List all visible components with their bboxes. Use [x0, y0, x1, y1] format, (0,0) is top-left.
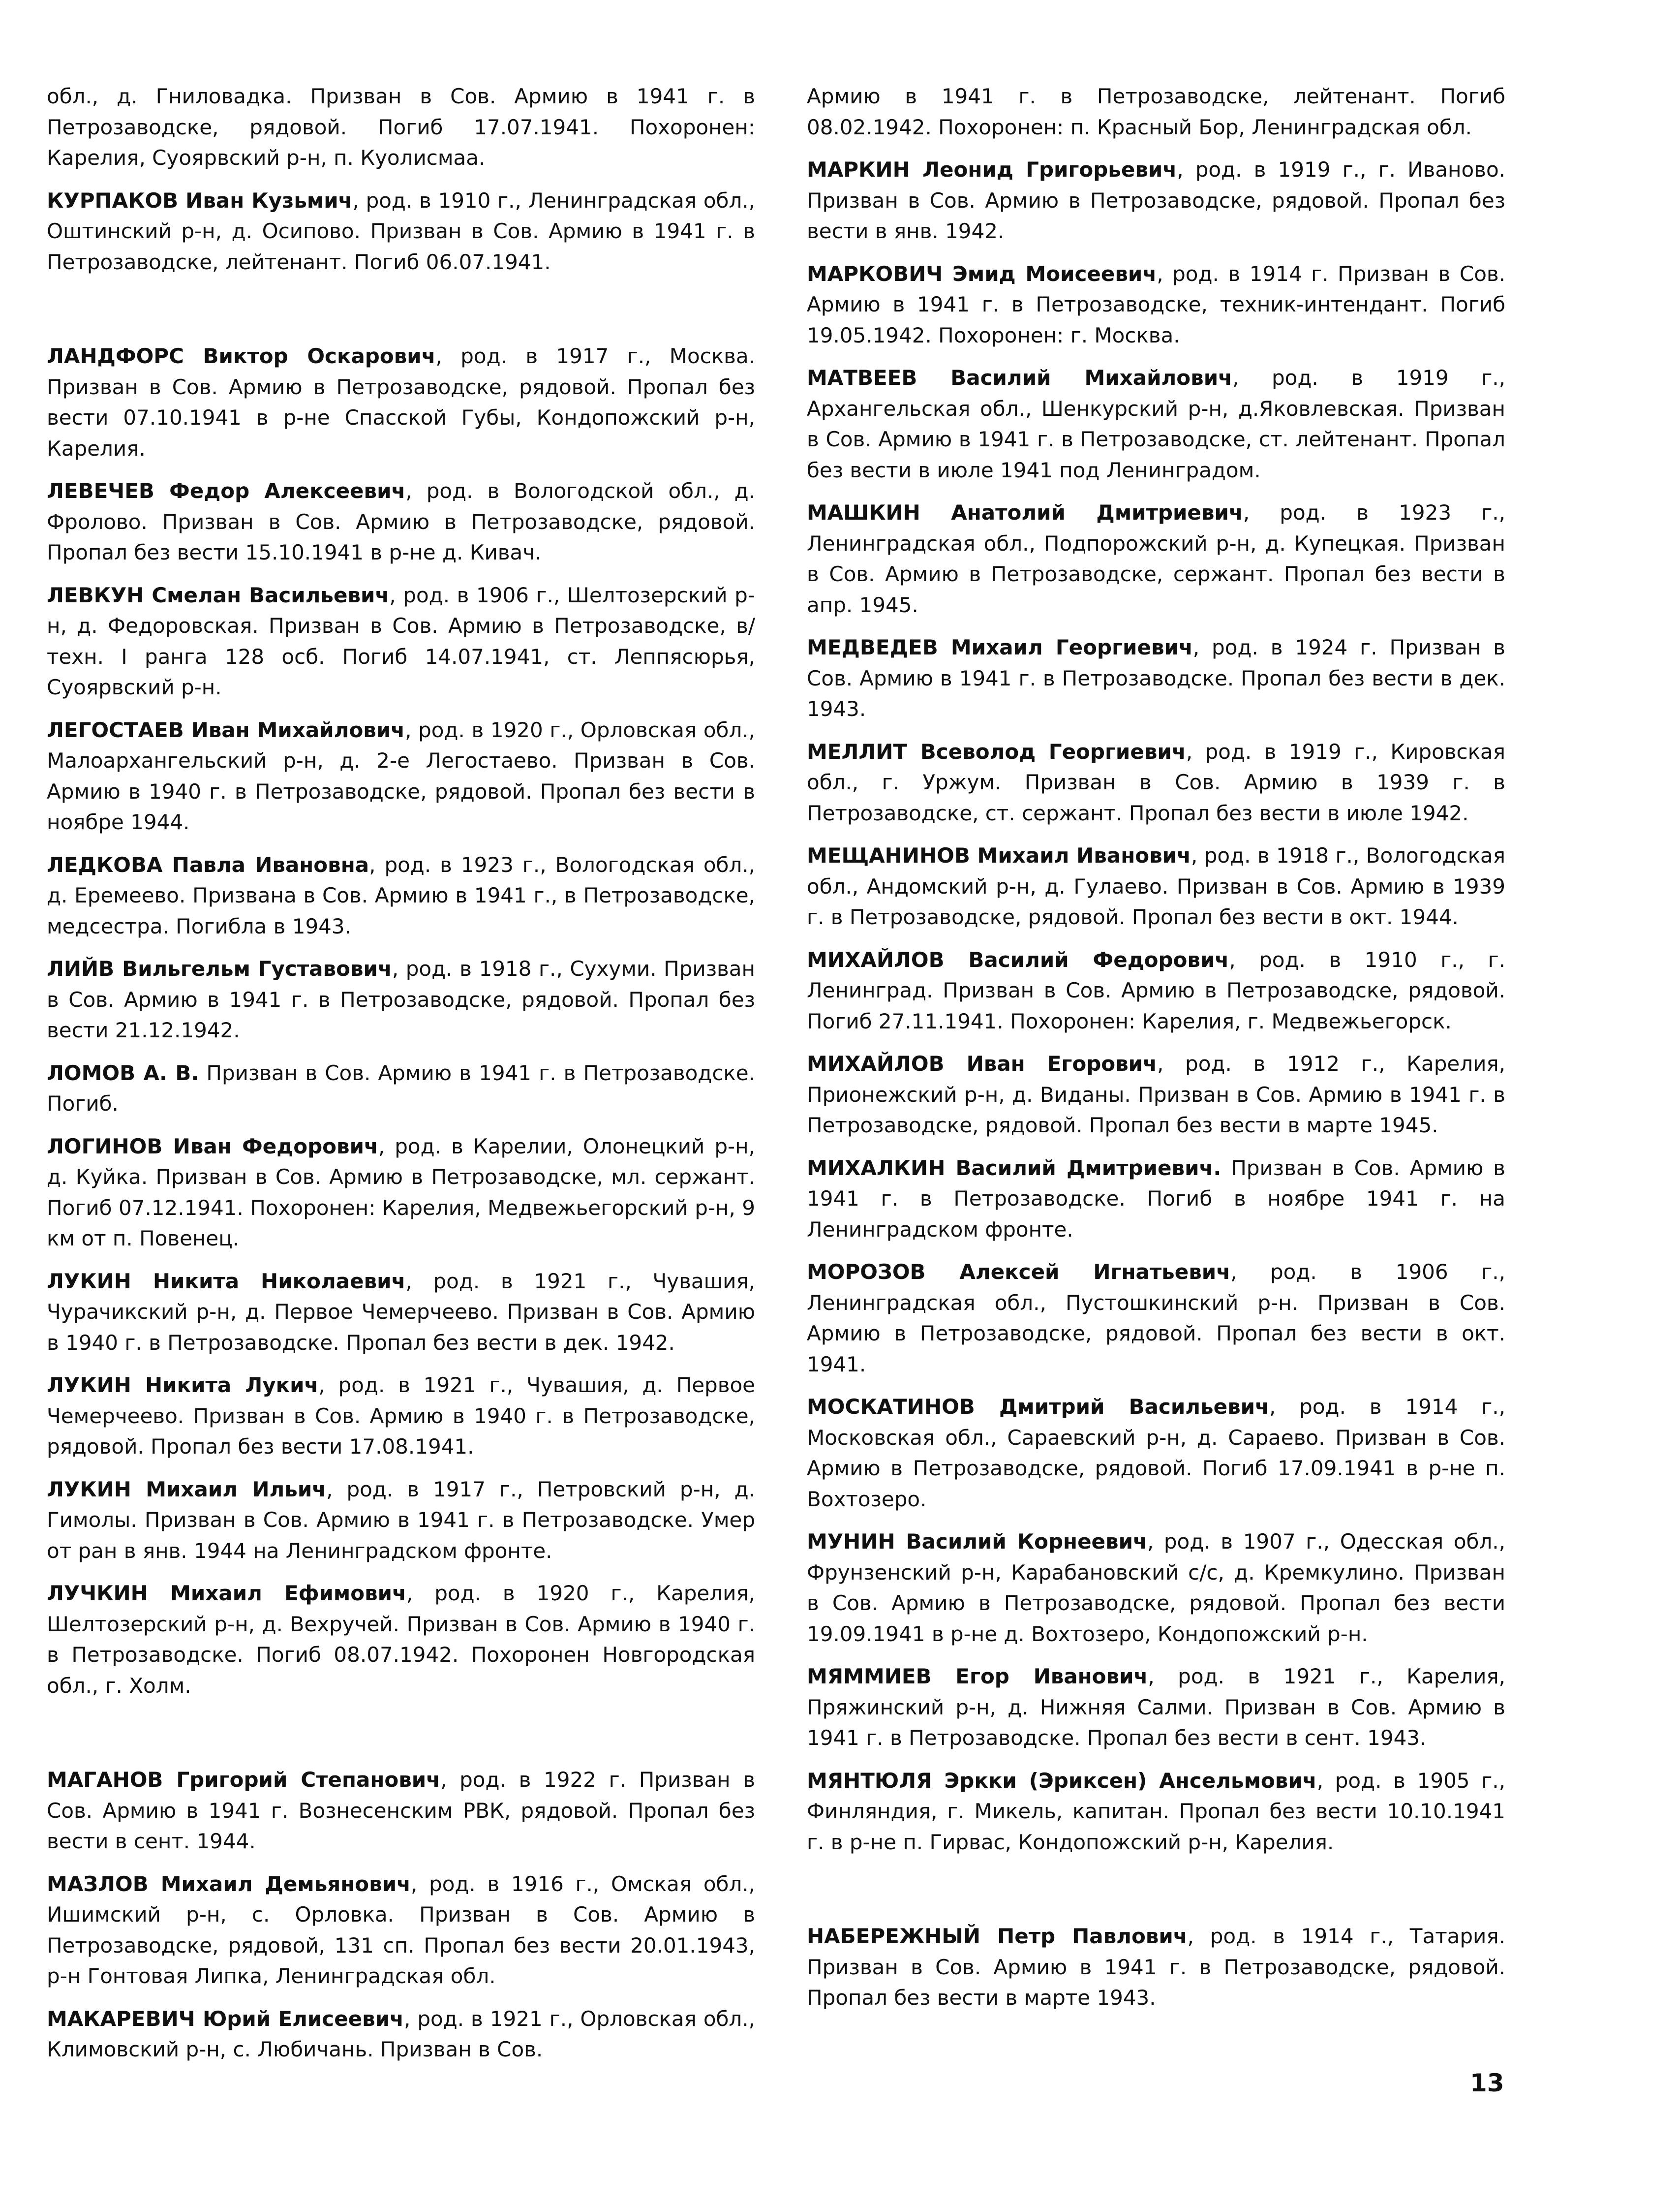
page-number: 13: [1470, 2069, 1504, 2097]
entry-text: , род. в 1921 г., Карелия, Пряжинский р-н, д. Нижняя Салми. Призван в Сов. Армию в 1941 г. в Петрозаводске. Пропал без вести в сент. 1943.: [807, 1664, 1505, 1750]
entry-name: МЯНТЮЛЯ Эркки (Эриксен) Ансельмович: [807, 1768, 1317, 1793]
entry: [47, 1765, 755, 1857]
entry-text: , род. в 1917 г., Петровский р-н, д. Гимолы. Призван в Сов. Армию в 1941 г. в Петрозаводске. Умер от ран в янв. 1944 на Ленинградском фронте.: [47, 1477, 755, 1563]
entry-text: , род. в 1921 г., Орловская обл., Климовский р-н, с. Любичань. Призван в Сов.: [47, 2006, 755, 2061]
entry-name: КУРПАКОВ Иван Кузьмич: [47, 188, 353, 213]
entry-text: , род. в 1910 г., Ленинградская обл., Оштинский р-н, д. Осипово. Призван в Сов. Армию в 1941 г. в Петрозаводске, лейтенант. Погиб 06.07.1941.: [47, 188, 756, 274]
entry-name: ЛЕГОСТАЕВ Иван Михайлович: [47, 717, 405, 742]
entry-text: , род. в 1923 г., Вологодская обл., д. Еремеево. Призвана в Сов. Армию в 1941 г., в Петрозаводске, медсестра. Погибла в 1943.: [47, 852, 755, 938]
entry-text: , род. в 1905 г., Финляндия, г. Микель, капитан. Пропал без вести 10.10.1941 г. в р-не п. Гирвас, Кондопожский р-н, Карелия.: [807, 1768, 1505, 1854]
entry: [47, 1869, 755, 1992]
entry-text: , род. в 1923 г., Ленинградская обл., Подпорожский р-н, д. Купецкая. Призван в Сов. Армию в Петрозаводске, сержант. Пропал без вести в апр. 1945.: [807, 500, 1505, 617]
entry-text: , род. в 1921 г., Чувашия, Чурачикский р-н, д. Первое Чемерчеево. Призван в Сов. Армию в 1940 г. в Петрозаводске. Пропал без вести в дек. 1942.: [47, 1269, 755, 1355]
entry-name: МЯММИЕВ Егор Иванович: [807, 1664, 1148, 1688]
entry: [47, 954, 755, 1046]
entry-text: , род. в 1914 г., Московская обл., Сараевский р-н, д. Сараево. Призван в Сов. Армию в Петрозаводске, рядовой. Погиб 17.09.1941 в р-не п. Вохтозеро.: [807, 1395, 1506, 1511]
entry-name: МОРОЗОВ Алексей Игнатьевич: [807, 1260, 1231, 1284]
entry: [807, 632, 1505, 725]
entry-name: МЕДВЕДЕВ Михаил Георгиевич: [807, 635, 1193, 659]
entry-name: ЛЕВЕЧЕВ Федор Алексеевич: [47, 479, 406, 503]
section-gap: [47, 1713, 755, 1765]
entry-text: , род. в 1924 г. Призван в Сов. Армию в 1941 г. в Петрозаводске. Пропал без вести в дек. 1943.: [807, 635, 1505, 721]
entry-text: , род. в 1920 г., Карелия, Шелтозерский р-н, д. Вехручей. Призван в Сов. Армию в 1940 г. в Петрозаводске. Погиб 08.07.1942. Похоронен Новгородская обл., г. Холм.: [47, 1581, 755, 1698]
entry: [47, 476, 755, 568]
entry-name: МИХАЙЛОВ Иван Егорович: [807, 1052, 1157, 1076]
entry-name: МАГАНОВ Григорий Степанович: [47, 1768, 441, 1792]
entry-text: , род. в 1906 г., Шелтозерский р-н, д. Федоровская. Призван в Сов. Армию в Петрозаводске, в/техн. I ранга 128 осб. Погиб 14.07.1941, ст. Леппясюрья, Суоярвский р-н.: [47, 583, 755, 699]
entry-name: ЛУКИН Никита Николаевич: [47, 1269, 406, 1293]
entry-name: ЛУЧКИН Михаил Ефимович: [47, 1581, 406, 1605]
entry-name: МЕЩАНИНОВ Михаил Иванович: [807, 843, 1191, 868]
entry-text: , род. в 1918 г., Сухуми. Призван в Сов. Армию в 1941 г. в Петрозаводске, рядовой. Пропал без вести 21.12.1942.: [47, 957, 755, 1042]
entry-text: , род. в 1917 г., Москва. Призван в Сов. Армию в Петрозаводске, рядовой. Пропал без вести 07.10.1941 в р-не Спасской Губы, Кондопожский р-н, Карелия.: [47, 344, 755, 461]
entry: [47, 2004, 755, 2065]
left-column: [47, 81, 755, 2077]
entry-text: , род. в 1914 г. Призван в Сов. Армию в 1941 г. в Петрозаводске, техник-интендант. Погиб 19.05.1942. Похоронен: г. Москва.: [807, 261, 1505, 347]
entry-text: , род. в 1907 г., Одесская обл., Фрунзенский р-н, Карабановский с/с, д. Кремкулино. Призван в Сов. Армию в Петрозаводске, рядовой. Пропал без вести 19.09.1941 в р-не д. Вохтозеро, Кондопожский р-н.: [807, 1529, 1505, 1646]
entry: [807, 945, 1505, 1037]
entry-name: МИХАЙЛОВ Василий Федорович: [807, 947, 1229, 972]
entry-text: , род. в Вологодской обл., д. Фролово. Призван в Сов. Армию в Петрозаводске, рядовой. Пропал без вести 15.10.1941 в р-не д. Кивач.: [47, 479, 755, 564]
entry: [807, 498, 1505, 621]
entry-text: , род. в 1920 г., Орловская обл., Малоархангельский р-н, д. 2-е Легостаево. Призван в Сов. Армию в 1940 г. в Петрозаводске, рядовой. Пропал без вести в ноябре 1944.: [47, 717, 755, 834]
entry: [47, 850, 755, 942]
entry-name: ЛУКИН Михаил Ильич: [47, 1477, 327, 1501]
entry: [47, 715, 755, 838]
entry: [807, 1392, 1505, 1515]
entry-name: МАЗЛОВ Михаил Демьянович: [47, 1871, 411, 1896]
entry-name: МАРКИН Леонид Григорьевич: [807, 157, 1177, 182]
entry-name: МАШКИН Анатолий Дмитриевич: [807, 500, 1243, 525]
entry: [807, 1661, 1505, 1754]
entry: [807, 363, 1505, 486]
entry-text: , род. в 1919 г., Кировская обл., г. Уржум. Призван в Сов. Армию в 1939 г. в Петрозаводске, ст. сержант. Пропал без вести в июле 1942.: [807, 739, 1505, 825]
entry-text: Призван в Сов. Армию в 1941 г. в Петрозаводске. Погиб.: [47, 1060, 755, 1116]
entry-text: , род. в 1912 г., Карелия, Прионежский р-н, д. Виданы. Призван в Сов. Армию в 1941 г. в Петрозаводске, рядовой. Пропал без вести в марте 1945.: [807, 1052, 1505, 1137]
entry-text: , род. в 1914 г., Татария. Призван в Сов. Армию в 1941 г. в Петрозаводске, рядовой. Пропал без вести в марте 1943.: [807, 1924, 1505, 2010]
entry-name: МУНИН Василий Корнеевич: [807, 1529, 1147, 1554]
entry-text: , род. в Карелии, Олонецкий р-н, д. Куйка. Призван в Сов. Армию в Петрозаводске, мл. сержант. Погиб 07.12.1941. Похоронен: Карелия, Медвежьегорский р-н, 9 км от п. Повенец.: [47, 1134, 755, 1250]
entry-text: Армию в 1941 г. в Петрозаводске, лейтенант. Погиб 08.02.1942. Похоронен: п. Красный Бор, Ленинградская обл.: [807, 84, 1505, 139]
entry: [807, 1526, 1505, 1649]
entry-text: , род. в 1922 г. Призван в Сов. Армию в 1941 г. Вознесенским РВК, рядовой. Пропал без вести в сент. 1944.: [47, 1768, 755, 1853]
entry: [47, 81, 755, 174]
entry-text: , род. в 1910 г., г. Ленинград. Призван в Сов. Армию в Петрозаводске, рядовой. Погиб 27.11.1941. Похоронен: Карелия, г. Медвежьегорск.: [807, 947, 1505, 1033]
entry: [47, 1058, 755, 1120]
entry-name: НАБЕРЕЖНЫЙ Петр Павлович: [807, 1924, 1188, 1948]
right-column: [807, 81, 1505, 2025]
entry: [47, 1370, 755, 1462]
entry-name: МАТВЕЕВ Василий Михайлович: [807, 366, 1232, 390]
entry: [807, 840, 1505, 933]
entry-name: МЕЛЛИТ Всеволод Георгиевич: [807, 739, 1186, 764]
entry: [47, 580, 755, 703]
entry: [807, 259, 1505, 351]
entry: [47, 1578, 755, 1701]
entry: [807, 1921, 1505, 2014]
entry-text: Призван в Сов. Армию в 1941 г. в Петрозаводске. Погиб в ноябре 1941 г. на Ленинградском фронте.: [807, 1155, 1506, 1242]
entry-name: ЛУКИН Никита Лукич: [47, 1373, 319, 1397]
entry-text: , род. в 1919 г., Архангельская обл., Шенкурский р-н, д.Яковлевская. Призван в Сов. Армию в 1941 г. в Петрозаводске, ст. лейтенант. Пропал без вести в июле 1941 под Ленинградом.: [807, 366, 1505, 482]
section-gap: [807, 1869, 1505, 1921]
entry-text: , род. в 1919 г., г. Иваново. Призван в Сов. Армию в Петрозаводске, рядовой. Пропал без вести в янв. 1942.: [807, 157, 1505, 243]
entry-name: ЛОГИНОВ Иван Федорович: [47, 1134, 378, 1158]
entry: [47, 1266, 755, 1359]
entry: [47, 1474, 755, 1567]
entry-name: МОСКАТИНОВ Дмитрий Васильевич: [807, 1395, 1269, 1419]
entry-text: , род. в 1918 г., Вологодская обл., Андомский р-н, д. Гулаево. Призван в Сов. Армию в 1939 г. в Петрозаводске, рядовой. Пропал без вести в окт. 1944.: [807, 843, 1505, 929]
entry-text: , род. в 1916 г., Омская обл., Ишимский р-н, с. Орловка. Призван в Сов. Армию в Петрозаводске, рядовой, 131 сп. Пропал без вести 20.01.1943, р-н Гонтовая Липка, Ленинградская обл.: [47, 1871, 755, 1988]
section-gap: [47, 289, 755, 341]
entry-name: ЛЕДКОВА Павла Ивановна: [47, 852, 369, 877]
entry: [807, 1766, 1505, 1858]
entry-text: , род. в 1906 г., Ленинградская обл., Пустошкинский р-н. Призван в Сов. Армию в Петрозаводске, рядовой. Пропал без вести в окт. 1941.: [807, 1260, 1505, 1376]
entry: [47, 1131, 755, 1254]
entry-name: МАРКОВИЧ Эмид Моисеевич: [807, 261, 1157, 286]
entry-text: обл., д. Гниловадка. Призван в Сов. Армию в 1941 г. в Петрозаводске, рядовой. Погиб 17.07.1941. Похоронен: Карелия, Суоярвский р-н, п. Куолисмаа.: [47, 84, 755, 170]
entry: [807, 1153, 1505, 1245]
entry-text: , род. в 1921 г., Чувашия, д. Первое Чемерчеево. Призван в Сов. Армию в 1940 г. в Петрозаводске, рядовой. Пропал без вести 17.08.1941.: [47, 1373, 755, 1459]
entry: [47, 186, 755, 278]
entry: [807, 81, 1505, 143]
entry-name: ЛАНДФОРС Виктор Оскарович: [47, 344, 436, 368]
entry: [807, 155, 1505, 247]
entry-name: ЛЕВКУН Смелан Васильевич: [47, 583, 390, 607]
entry-name: МИХАЛКИН Василий Дмитриевич.: [807, 1155, 1222, 1180]
entry: [47, 341, 755, 464]
entry-name: ЛИЙВ Вильгельм Густавович: [47, 957, 392, 981]
entry: [807, 1049, 1505, 1141]
entry: [807, 1257, 1505, 1380]
entry-name: ЛОМОВ А. В.: [47, 1060, 199, 1085]
entry: [807, 737, 1505, 829]
entry-name: МАКАРЕВИЧ Юрий Елисеевич: [47, 2006, 404, 2031]
